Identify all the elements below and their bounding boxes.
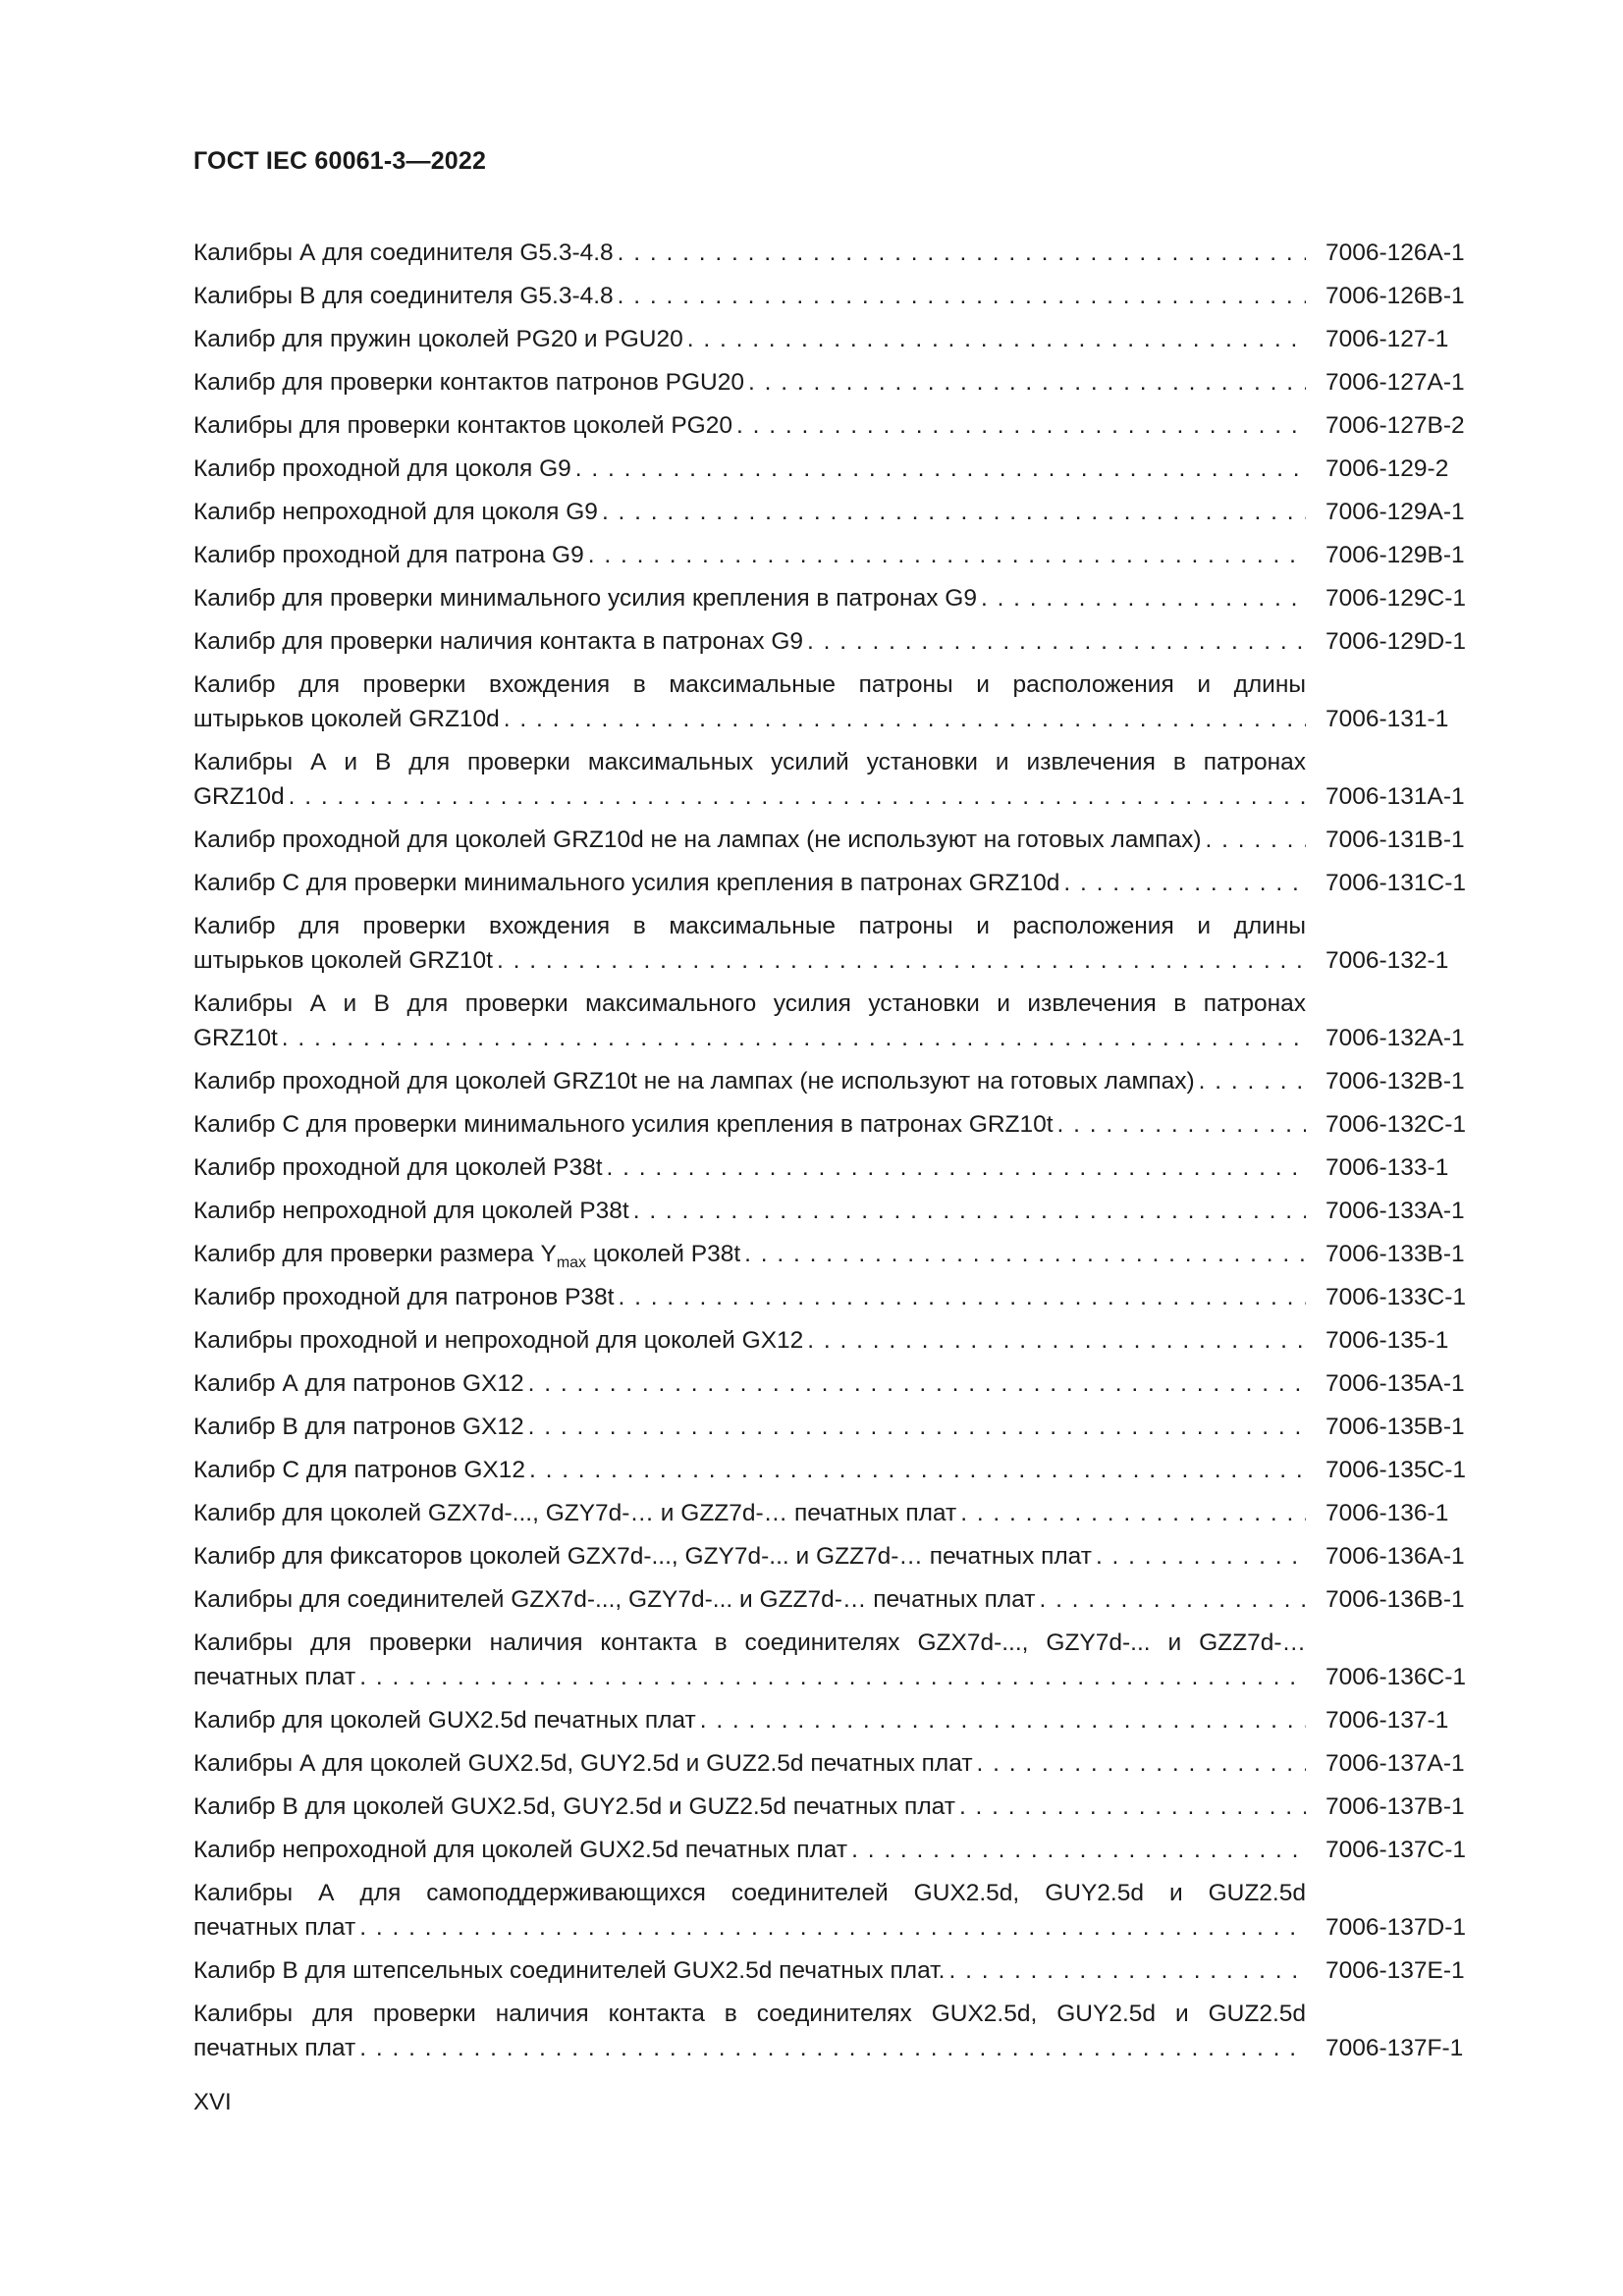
- dot-leader: [571, 452, 1306, 486]
- dot-leader: [744, 365, 1306, 400]
- toc-entry[interactable]: [193, 1539, 1489, 1574]
- toc-entry[interactable]: [193, 987, 1489, 1055]
- toc-entry-label: GRZ10t: [193, 1025, 278, 1051]
- toc-entry-code: 7006-136B-1: [1325, 1586, 1465, 1613]
- toc-entry-label: Калибр непроходной для цоколей P38t: [193, 1198, 629, 1224]
- toc-entry-code: 7006-136C-1: [1325, 1664, 1467, 1690]
- toc-entry[interactable]: [193, 823, 1489, 857]
- toc-entry-label: Калибр проходной для цоколей GRZ10t не на лампах (не используют на готовых лампах): [193, 1068, 1195, 1095]
- dot-leader: [525, 1453, 1306, 1487]
- toc-entry-title-line1: Калибры для проверки наличия контакта в соединителях GUX2.5d, GUY2.5d и GUZ2.5d: [193, 2001, 1306, 2027]
- toc-entry-label: Калибр проходной для цоколей GRZ10d не на лампах (не используют на готовых лампах): [193, 827, 1202, 853]
- toc-entry[interactable]: [193, 1064, 1489, 1098]
- toc-entry-label: Калибр проходной для цоколя G9: [193, 455, 571, 482]
- toc-entry-title: [193, 1539, 1306, 1574]
- toc-entry-title: [193, 1496, 1306, 1530]
- page-number: XVI: [193, 2089, 232, 2115]
- toc-entry-code: 7006-131B-1: [1325, 827, 1465, 853]
- toc-entry[interactable]: [193, 1746, 1489, 1781]
- toc-entry-code: 7006-126A-1: [1325, 240, 1465, 266]
- toc-entry-title-line1: Калибр для проверки вхождения в максимальные патроны и расположения и длины: [193, 671, 1306, 698]
- dot-leader: [683, 322, 1306, 356]
- toc-entry-label: штырьков цоколей GRZ10t: [193, 947, 493, 974]
- toc-entry-title: [193, 1833, 1306, 1867]
- dot-leader: [696, 1703, 1306, 1737]
- toc-entry-title: [193, 1746, 1306, 1781]
- toc-entry-label: Калибр для пружин цоколей PG20 и PGU20: [193, 326, 683, 352]
- toc-entry[interactable]: [193, 1789, 1489, 1824]
- toc-entry-subscript: max: [556, 1254, 587, 1271]
- dot-leader: [355, 1910, 1306, 1945]
- toc-entry[interactable]: [193, 624, 1489, 659]
- toc-entry-code: 7006-132B-1: [1325, 1068, 1465, 1095]
- toc-entry[interactable]: [193, 1237, 1489, 1271]
- toc-entry-code: 7006-137F-1: [1325, 2035, 1464, 2061]
- dot-leader: [584, 538, 1306, 572]
- dot-leader: [603, 1150, 1306, 1185]
- dot-leader: [973, 1746, 1306, 1781]
- toc-entry-label: Калибр С для проверки минимального усилия крепления в патронах GRZ10t: [193, 1111, 1054, 1138]
- toc-entry-label: Калибры А для соединителя G5.3-4.8: [193, 240, 614, 266]
- toc-entry-label: Калибры для соединителей GZX7d-..., GZY7d-... и GZZ7d-… печатных плат: [193, 1586, 1036, 1613]
- toc-entry[interactable]: [193, 1626, 1489, 1694]
- toc-entry-code: 7006-135C-1: [1325, 1457, 1467, 1483]
- toc-entry-title: [193, 1703, 1306, 1737]
- dot-leader: [524, 1366, 1306, 1401]
- dot-leader: [355, 1660, 1306, 1694]
- toc-entry-label: Калибр для проверки наличия контакта в патронах G9: [193, 628, 804, 655]
- toc-entry-title: [193, 1789, 1306, 1824]
- dot-leader: [977, 581, 1306, 615]
- toc-entry-title: [193, 667, 1306, 736]
- toc-entry[interactable]: [193, 322, 1489, 356]
- toc-entry-code: 7006-132C-1: [1325, 1111, 1467, 1138]
- dot-leader: [803, 624, 1306, 659]
- toc-entry-label: Калибр проходной для патронов P38t: [193, 1284, 615, 1310]
- toc-entry-title: [193, 408, 1306, 443]
- dot-leader: [1059, 866, 1306, 900]
- dot-leader: [500, 702, 1306, 736]
- toc-entry-code: 7006-129D-1: [1325, 628, 1467, 655]
- toc-entry-code: 7006-133A-1: [1325, 1198, 1465, 1224]
- toc-entry[interactable]: [193, 1323, 1489, 1358]
- dot-leader: [278, 1021, 1306, 1055]
- toc-entry-label: Калибр С для проверки минимального усилия крепления в патронах GRZ10d: [193, 870, 1060, 896]
- toc-entry-code: 7006-129A-1: [1325, 499, 1465, 525]
- toc-entry[interactable]: [193, 1582, 1489, 1617]
- toc-entry[interactable]: [193, 365, 1489, 400]
- toc-entry[interactable]: [193, 1997, 1489, 2065]
- dot-leader: [1035, 1582, 1306, 1617]
- toc-entry-title: [193, 1366, 1306, 1401]
- toc-entry-title: [193, 495, 1306, 529]
- toc-entry[interactable]: [193, 1953, 1489, 1988]
- toc-entry-code: 7006-131A-1: [1325, 783, 1465, 810]
- toc-entry-code: 7006-133C-1: [1325, 1284, 1467, 1310]
- toc-entry-label: печатных плат: [193, 1914, 356, 1941]
- toc-entry-label-part: Калибр для проверки размера Y: [193, 1241, 557, 1267]
- toc-entry-title: [193, 1626, 1306, 1694]
- toc-entry-label-part: цоколей P38t: [586, 1241, 741, 1267]
- toc-entry-title: [193, 1953, 1306, 1988]
- dot-leader: [355, 2031, 1306, 2065]
- toc-entry-title: [193, 538, 1306, 572]
- toc-entry-code: 7006-127B-2: [1325, 412, 1465, 439]
- toc-entry-code: 7006-129B-1: [1325, 542, 1465, 568]
- toc-entry-code: 7006-137B-1: [1325, 1793, 1465, 1820]
- toc-entry-title-line1: Калибры А и В для проверки максимального усилия установки и извлечения в патронах: [193, 990, 1306, 1017]
- toc-entry[interactable]: [193, 279, 1489, 313]
- toc-entry[interactable]: [193, 1194, 1489, 1228]
- dot-leader: [524, 1410, 1306, 1444]
- toc-entry-code: 7006-132A-1: [1325, 1025, 1465, 1051]
- toc-entry-code: 7006-131C-1: [1325, 870, 1467, 896]
- toc-entry-title: [193, 1107, 1306, 1142]
- toc-entry-code: 7006-127-1: [1325, 326, 1449, 352]
- toc-entry-label: Калибр В для патронов GX12: [193, 1414, 524, 1440]
- toc-entry-title: [193, 866, 1306, 900]
- toc-entry-title: [193, 823, 1306, 857]
- toc-entry-label: Калибр В для штепсельных соединителей GUX2.5d печатных плат.: [193, 1957, 946, 1984]
- toc-entry-code: 7006-137D-1: [1325, 1914, 1467, 1941]
- dot-leader: [285, 779, 1306, 814]
- dot-leader: [956, 1496, 1306, 1530]
- dot-leader: [847, 1833, 1306, 1867]
- toc-entry-code: 7006-131-1: [1325, 706, 1449, 732]
- toc-entry-title: [193, 236, 1306, 270]
- toc-entry[interactable]: [193, 1366, 1489, 1401]
- toc-entry-label: Калибр для цоколей GUX2.5d печатных плат: [193, 1707, 696, 1734]
- toc-entry-title: [193, 452, 1306, 486]
- toc-entry[interactable]: [193, 1876, 1489, 1945]
- toc-entry-code: 7006-137C-1: [1325, 1837, 1467, 1863]
- toc-entry-code: 7006-133-1: [1325, 1154, 1449, 1181]
- dot-leader: [598, 495, 1306, 529]
- toc-entry[interactable]: [193, 1703, 1489, 1737]
- toc-entry-title: [193, 987, 1306, 1055]
- toc-entry-label: Калибр для проверки минимального усилия крепления в патронах G9: [193, 585, 977, 612]
- toc-entry-title: [193, 1997, 1306, 2065]
- toc-entry[interactable]: [193, 408, 1489, 443]
- toc-entry-code: 7006-132-1: [1325, 947, 1449, 974]
- dot-leader: [614, 1280, 1306, 1314]
- toc-entry[interactable]: [193, 866, 1489, 900]
- toc-entry-code: 7006-129C-1: [1325, 585, 1467, 612]
- toc-entry-code: 7006-135B-1: [1325, 1414, 1465, 1440]
- toc-entry[interactable]: [193, 909, 1489, 978]
- toc-entry-title: [193, 1150, 1306, 1185]
- toc-entry[interactable]: [193, 1410, 1489, 1444]
- toc-entry-code: 7006-135-1: [1325, 1327, 1449, 1354]
- toc-entry-label: Калибр для цоколей GZX7d-..., GZY7d-… и GZZ7d-… печатных плат: [193, 1500, 957, 1526]
- toc-entry-label: GRZ10d: [193, 783, 285, 810]
- toc-entry-label: Калибр проходной для патрона G9: [193, 542, 584, 568]
- toc-entry[interactable]: [193, 1833, 1489, 1867]
- toc-entry-code: 7006-135A-1: [1325, 1370, 1465, 1397]
- toc-entry-label: Калибр С для патронов GX12: [193, 1457, 525, 1483]
- toc-entry-label: Калибры А для цоколей GUX2.5d, GUY2.5d и GUZ2.5d печатных плат: [193, 1750, 973, 1777]
- toc-entry-title-line1: Калибры для проверки наличия контакта в соединителях GZX7d-..., GZY7d-... и GZZ7d-…: [193, 1629, 1306, 1656]
- toc-entry-code: 7006-136A-1: [1325, 1543, 1465, 1570]
- toc-entry[interactable]: [193, 236, 1489, 270]
- dot-leader: [614, 236, 1306, 270]
- toc-entry-code: 7006-137A-1: [1325, 1750, 1465, 1777]
- toc-entry[interactable]: [193, 667, 1489, 736]
- toc-entry-title: [193, 909, 1306, 978]
- toc-entry-label: Калибры проходной и непроходной для цоколей GX12: [193, 1327, 804, 1354]
- toc-entry-title: [193, 624, 1306, 659]
- dot-leader: [614, 279, 1306, 313]
- toc-entry-title-line1: Калибры А для самоподдерживающихся соединителей GUX2.5d, GUY2.5d и GUZ2.5d: [193, 1880, 1306, 1906]
- toc-entry-title: [193, 1453, 1306, 1487]
- toc-entry-title: [193, 322, 1306, 356]
- toc-entry[interactable]: [193, 1453, 1489, 1487]
- toc-entry[interactable]: [193, 1150, 1489, 1185]
- dot-leader: [493, 943, 1306, 978]
- toc-entry-label: Калибр В для цоколей GUX2.5d, GUY2.5d и GUZ2.5d печатных плат: [193, 1793, 955, 1820]
- toc-entry[interactable]: [193, 1496, 1489, 1530]
- dot-leader: [629, 1194, 1306, 1228]
- toc-entry[interactable]: [193, 538, 1489, 572]
- toc-entry-code: 7006-129-2: [1325, 455, 1449, 482]
- toc-entry-title: [193, 1410, 1306, 1444]
- toc-entry-title: [193, 581, 1306, 615]
- toc-entry-label: Калибр для проверки контактов патронов PGU20: [193, 369, 744, 396]
- toc-entry-title-line1: Калибр для проверки вхождения в максимальные патроны и расположения и длины: [193, 913, 1306, 939]
- toc-entry-label: штырьков цоколей GRZ10d: [193, 706, 500, 732]
- toc-entry-title: [193, 1237, 1306, 1271]
- toc-entry-label: Калибр непроходной для цоколя G9: [193, 499, 598, 525]
- table-of-contents: [193, 236, 1489, 2074]
- toc-entry-title-line1: Калибры А и В для проверки максимальных усилий установки и извлечения в патронах: [193, 749, 1306, 775]
- dot-leader: [955, 1789, 1306, 1824]
- dot-leader: [1092, 1539, 1306, 1574]
- dot-leader: [732, 408, 1306, 443]
- toc-entry-label: Калибры для проверки контактов цоколей PG20: [193, 412, 732, 439]
- toc-entry-label: Калибр А для патронов GX12: [193, 1370, 524, 1397]
- dot-leader: [803, 1323, 1306, 1358]
- toc-entry-label: Калибр непроходной для цоколей GUX2.5d печатных плат: [193, 1837, 848, 1863]
- toc-entry-title: [193, 1280, 1306, 1314]
- toc-entry-code: 7006-127A-1: [1325, 369, 1465, 396]
- toc-entry[interactable]: [193, 452, 1489, 486]
- toc-entry-title: [193, 1582, 1306, 1617]
- toc-entry-label: печатных плат: [193, 1664, 356, 1690]
- toc-entry-code: 7006-137-1: [1325, 1707, 1449, 1734]
- document-header: ГОСТ IEC 60061-3—2022: [193, 147, 487, 175]
- toc-entry[interactable]: [193, 1280, 1489, 1314]
- dot-leader: [1195, 1064, 1306, 1098]
- toc-entry[interactable]: [193, 745, 1489, 814]
- toc-entry-title: [193, 279, 1306, 313]
- toc-entry-label: Калибр для фиксаторов цоколей GZX7d-..., GZY7d-... и GZZ7d-… печатных плат: [193, 1543, 1092, 1570]
- toc-entry-label: печатных плат: [193, 2035, 356, 2061]
- toc-entry-title: [193, 1876, 1306, 1945]
- toc-entry-code: 7006-126B-1: [1325, 283, 1465, 309]
- toc-entry[interactable]: [193, 1107, 1489, 1142]
- dot-leader: [1202, 823, 1307, 857]
- toc-entry-code: 7006-136-1: [1325, 1500, 1449, 1526]
- dot-leader: [740, 1237, 1306, 1271]
- toc-entry[interactable]: [193, 495, 1489, 529]
- toc-entry-label: Калибр проходной для цоколей P38t: [193, 1154, 603, 1181]
- toc-entry-title: [193, 745, 1306, 814]
- toc-entry-code: 7006-137E-1: [1325, 1957, 1465, 1984]
- dot-leader: [945, 1953, 1306, 1988]
- toc-entry-code: 7006-133B-1: [1325, 1241, 1465, 1267]
- dot-leader: [1054, 1107, 1306, 1142]
- toc-entry-label: [193, 1237, 740, 1271]
- toc-entry-title: [193, 1323, 1306, 1358]
- toc-entry-title: [193, 1194, 1306, 1228]
- toc-entry-label: Калибры В для соединителя G5.3-4.8: [193, 283, 614, 309]
- toc-entry[interactable]: [193, 581, 1489, 615]
- toc-entry-title: [193, 365, 1306, 400]
- toc-entry-title: [193, 1064, 1306, 1098]
